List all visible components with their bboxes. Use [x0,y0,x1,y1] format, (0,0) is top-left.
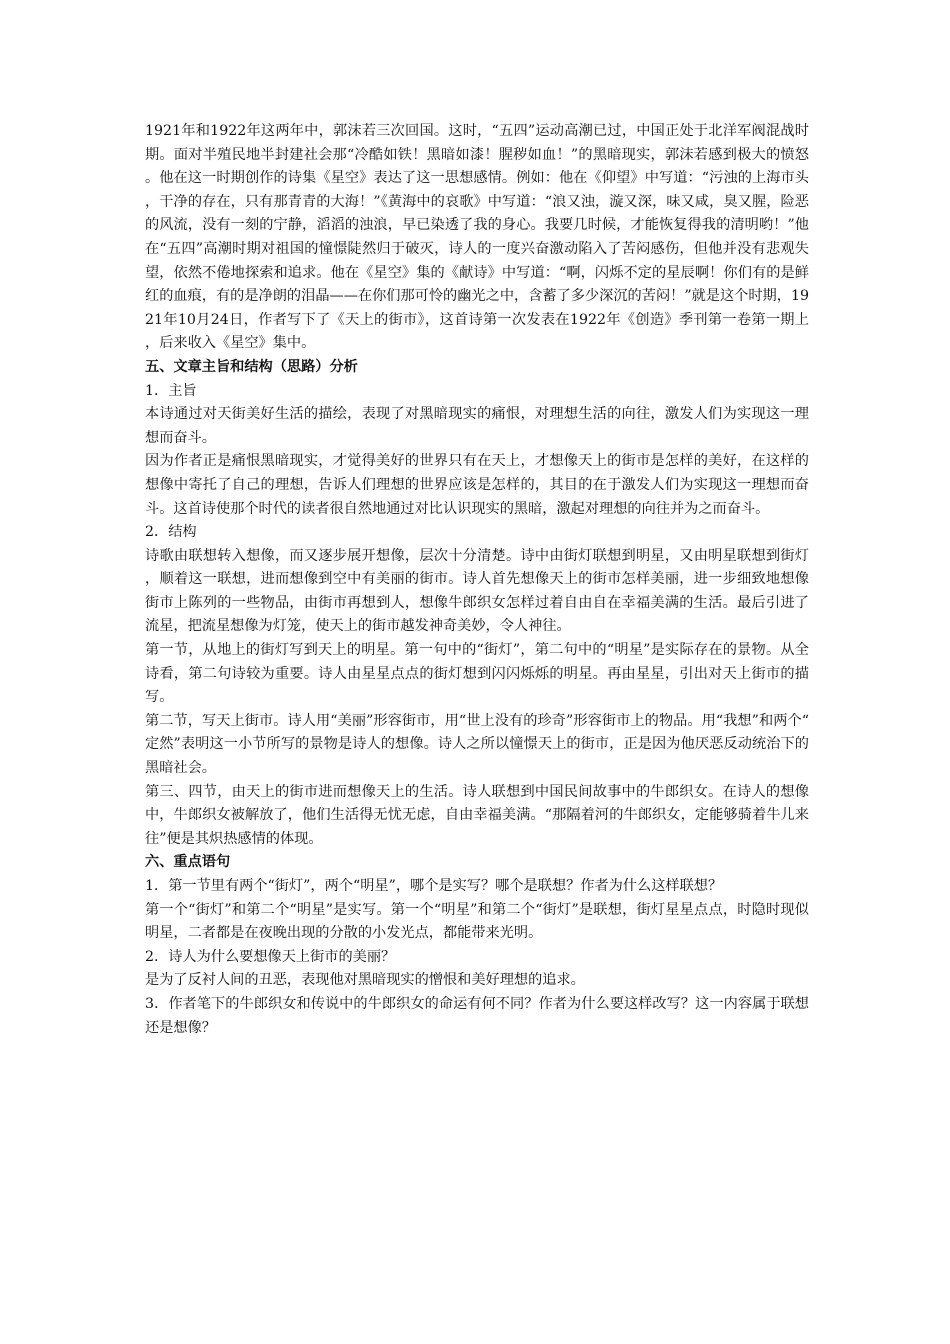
paragraph-structure-overview: 诗歌由联想转入想像，而又逐步展开想像，层次十分清楚。诗中由街灯联想到明星，又由明星联想到街灯，顺着这一联想，进而想像到空中有美丽的街市。诗人首先想像天上的街市怎样美丽，进一步细致地想像街市上陈列的一些物品，由街市再想到人，想像牛郎织女怎样过着自由自在幸福美满的生活。最后引进了流星，把流星想像为灯笼，使天上的街市越发神奇美妙，令人神往。 [145,547,809,635]
paragraph-theme-explanation: 因为作者正是痛恨黑暗现实，才觉得美好的世界只有在天上，才想像天上的街市是怎样的美好，在这样的想像中寄托了自己的理想，告诉人们理想的世界应该是怎样的，其目的在于激发人们为实现这一理想而奋斗。这首诗使那个时代的读者很自然地通过对比认识现实的黑暗，激起对理想的向往并为之而奋斗。 [145,453,809,517]
paragraph-stanza-1: 第一节，从地上的街灯写到天上的明星。第一句中的“街灯”，第二句中的“明星”是实际存在的景物。从全诗看，第二句诗较为重要。诗人由星星点点的街灯想到闪闪烁烁的明星。再由星星，引出对天上街市的描写。 [145,642,809,706]
question-2: 2．诗人为什么要想像天上街市的美丽？ [145,948,396,965]
paragraph-background: 1921年和1922年这两年中，郭沫若三次回国。这时，“五四”运动高潮已过，中国正处于北洋军阀混战时期。面对半殖民地半封建社会那“冷酷如铁！黑暗如漆！腥秽如血！”的黑暗现实，郭沫若感到极大的愤怒。他在这一时期创作的诗集《星空》表达了这一思想感情。例如：他在《仰望》中写道：“污浊的上海市头，干净的存在，只有那青青的大海！”《黄海中的哀歌》中写道：“浪又浊，漩又深，味又咸，臭又腥，险恶的风流，没有一刻的宁静，滔滔的浊浪，早已染透了我的身心。我要几时候，才能恢复得我的清明哟！”他在“五四”高潮时期对祖国的憧憬陡然归于破灭，诗人的一度兴奋激动陷入了苦闷感伤，但他并没有悲观失望，依然不倦地探索和追求。他在《星空》集的《献诗》中写道：“啊，闪烁不定的星辰啊！你们有的是鲜红的血痕，有的是净朗的泪晶——在你们那可怜的幽光之中，含蓄了多少深沉的苦闷！”就是这个时期，1921年10月24日，作者写下了《天上的街市》，这首诗第一次发表在1922年《创造》季刊第一卷第一期上，后来收入《星空》集中。 [145,123,809,352]
section-heading-6: 六、重点语句 [145,854,231,871]
paragraph-stanza-2: 第二节，写天上街市。诗人用“美丽”形容街市，用“世上没有的珍奇”形容街市上的物品。用“我想”和两个“定然”表明这一小节所写的景物是诗人的想像。诗人之所以憧憬天上的街市，正是因为他厌恶反动统治下的黑暗社会。 [145,712,809,777]
answer-2: 是为了反衬人间的丑恶，表现他对黑暗现实的憎恨和美好理想的追求。 [145,972,585,989]
subheading-structure: 2．结构 [145,524,197,541]
question-3: 3．作者笔下的牛郎织女和传说中的牛郎织女的命运有何不同？作者为什么要这样改写？这一内容属于联想还是想像？ [145,995,809,1036]
paragraph-stanza-3-4: 第三、四节，由天上的街市进而想像天上的生活。诗人联想到中国民间故事中的牛郎织女。在诗人的想像中，牛郎织女被解放了，他们生活得无忧无虑，自由幸福美满。“那隔着河的牛郎织女，定能够骑着牛儿来往”便是其炽热感情的体现。 [145,783,809,847]
question-1: 1．第一节里有两个“街灯”，两个“明星”，哪个是实写？哪个是联想？作者为什么这样联想？ [145,878,723,894]
subheading-theme: 1．主旨 [145,382,197,399]
section-heading-5: 五、文章主旨和结构（思路）分析 [145,358,358,375]
paragraph-theme-summary: 本诗通过对天街美好生活的描绘，表现了对黑暗现实的痛恨，对理想生活的向往，激发人们为实现这一理想而奋斗。 [145,406,809,446]
answer-1: 第一个“街灯”和第二个“明星”是实写。第一个“明星”和第二个“街灯”是联想，街灯星星点点，时隐时现似明星，二者都是在夜晚出现的分散的小发光点，都能带来光明。 [145,901,809,942]
document-body [145,120,809,1040]
